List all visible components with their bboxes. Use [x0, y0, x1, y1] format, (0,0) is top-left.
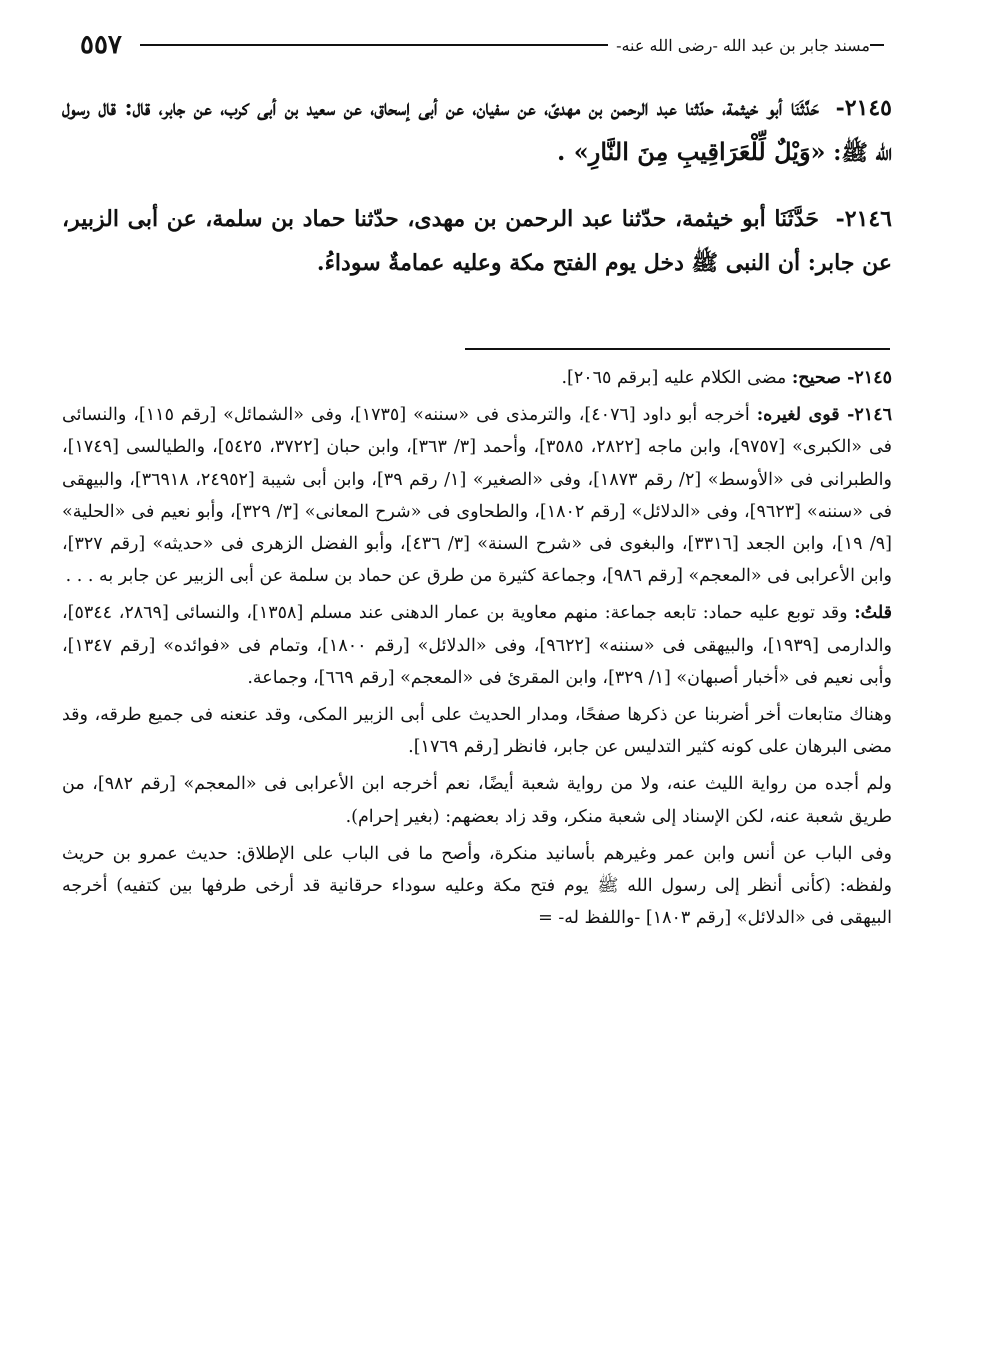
- hadith-opener: حَدَّثَنَا: [790, 95, 820, 121]
- footnote-lam-ajidhu: ولم أجده من رواية الليث عنه، ولا من رواية شعبة أيضًا، نعم أخرجه ابن الأعرابى فى «المعجم» [رقم ٩٨٢]، من طريق شعبة عنه، لكن الإسناد إلى شعبة منكر، وقد زاد بعضهم: (بغير إحرام).: [62, 774, 892, 827]
- footnote-2146: [62, 399, 892, 592]
- hadith-number: ٢١٤٥-: [835, 95, 892, 121]
- header-dash: [870, 44, 884, 46]
- main-text: [62, 86, 892, 307]
- footnote-label: ٢١٤٦- قوى لغيره:: [756, 405, 892, 426]
- footnote-fil-bab: وفى الباب عن أنس وابن عمر وغيرهم بأسانيد منكرة، وأصح ما فى الباب على الإطلاق: حديث عمرو بن حريث ولفظه: (كأنى أنظر إلى رسول الله ﷺ يوم فتح مكة وعليه سوداء حرقانية قد أرخى طرفها بين كتفيه) أخرجه البيهقى فى «الدلائل» [رقم ١٨٠٣] -واللفظ له- =: [62, 843, 892, 929]
- footnote-mutabaat: وهناك متابعات أخر أضربنا عن ذكرها صفحًا، ومدار الحديث على أبى الزبير المكى، وقد عنعنه فى جميع طرقه، وقد مضى البرهان على كونه كثير التدليس عن جابر، فانظر [رقم ١٧٦٩].: [62, 705, 892, 758]
- hadith-text: أبو خيثمة، حدّثنا عبد الرحمن بن مهدى، حدّثنا حماد بن سلمة، عن أبى الزبير، عن جابر: أن النبى ﷺ دخل يوم الفتح مكة وعليه عمامةٌ سوداءُ.: [62, 206, 892, 276]
- hadith-2146: [62, 197, 892, 285]
- footnotes: [62, 362, 892, 939]
- footnote-text: مضى الكلام عليه [برقم ٢٠٦٥].: [561, 368, 787, 388]
- footnote-text: أخرجه أبو داود [٤٠٧٦]، والترمذى فى «سننه» [١٧٣٥]، وفى «الشمائل» [رقم ١١٥]، والنسائى فى «الكبرى» [٩٧٥٧]، وابن ماجه [٢٨٢٢، ٣٥٨٥]، وأحمد [٣/ ٣٦٣]، وابن حبان [٣٧٢٢، ٥٤٢٥]، والطيالسى [١٧٤٩]، والطبرانى فى «الأوسط» [٢/ رقم ١٨٧٣]، وفى «الصغير» [١/ رقم ٣٩]، وابن أبى شيبة [٢٤٩٥٢، ٣٦٩١٨]، والبيهقى فى «سننه» [٩٦٢٣]، وفى «الدلائل» [رقم ١٨٠٢]، والطحاوى فى «شرح المعانى» [٣/ ٣٢٩]، وأبو نعيم فى «الحلية» [٩/ ١٩]، وابن الجعد [٣٣١٦]، والبغوى فى «شرح السنة» [٣/ ٤٣٦]، وأبو الفضل الزهرى فى «حديثه» [رقم ٣٢٧]، وابن الأعرابى فى «المعجم» [رقم ٩٨٦]، وجماعة كثيرة من طرق عن حماد بن سلمة عن أبى الزبير عن جابر به . . .: [62, 405, 892, 587]
- hadith-2145: [62, 86, 892, 175]
- header-rule: [140, 44, 608, 46]
- running-header: [80, 28, 890, 62]
- footnote-qultu: [62, 597, 892, 694]
- hadith-number: ٢١٤٦-: [835, 206, 892, 232]
- footnote-text: وقد توبع عليه حماد: تابعه جماعة: منهم معاوية بن عمار الدهنى عند مسلم [١٣٥٨]، والنسائى [٢٨٦٩، ٥٣٤٤]، والدارمى [١٩٣٩]، والبيهقى فى «سننه» [٩٦٢٢]، وفى «الدلائل» [رقم ١٨٠٠]، وتمام فى «فوائده» [رقم ١٣٤٧]، وأبى نعيم فى «أخبار أصبهان» [١/ ٣٢٩]، وابن المقرئ فى «المعجم» [رقم ٦٦٩]، وجماعة.: [62, 603, 892, 688]
- hadith-quote: «وَيْلٌ لِّلْعَرَاقِيبِ مِنَ النَّارِ» .: [557, 137, 826, 166]
- hadith-text: أبو خيثمة، حدّثنا عبد الرحمن بن مهدىّ، عن سفيان، عن أبى إسحاق، عن سعيد بن أبى كرب، عن جابر، قال: قال رسول الله ﷺ:: [62, 95, 892, 166]
- hadith-opener: حَدَّثَنَا: [774, 206, 819, 232]
- footnote-label: ٢١٤٥- صحيح:: [791, 368, 892, 388]
- page-number: ٥٥٧: [80, 30, 122, 60]
- footnote-2145: [62, 362, 892, 394]
- footnote-label: قلتُ:: [854, 603, 892, 624]
- running-title: مسند جابر بن عبد الله -رضى الله عنه-: [616, 35, 870, 55]
- footnote-separator: [465, 348, 890, 350]
